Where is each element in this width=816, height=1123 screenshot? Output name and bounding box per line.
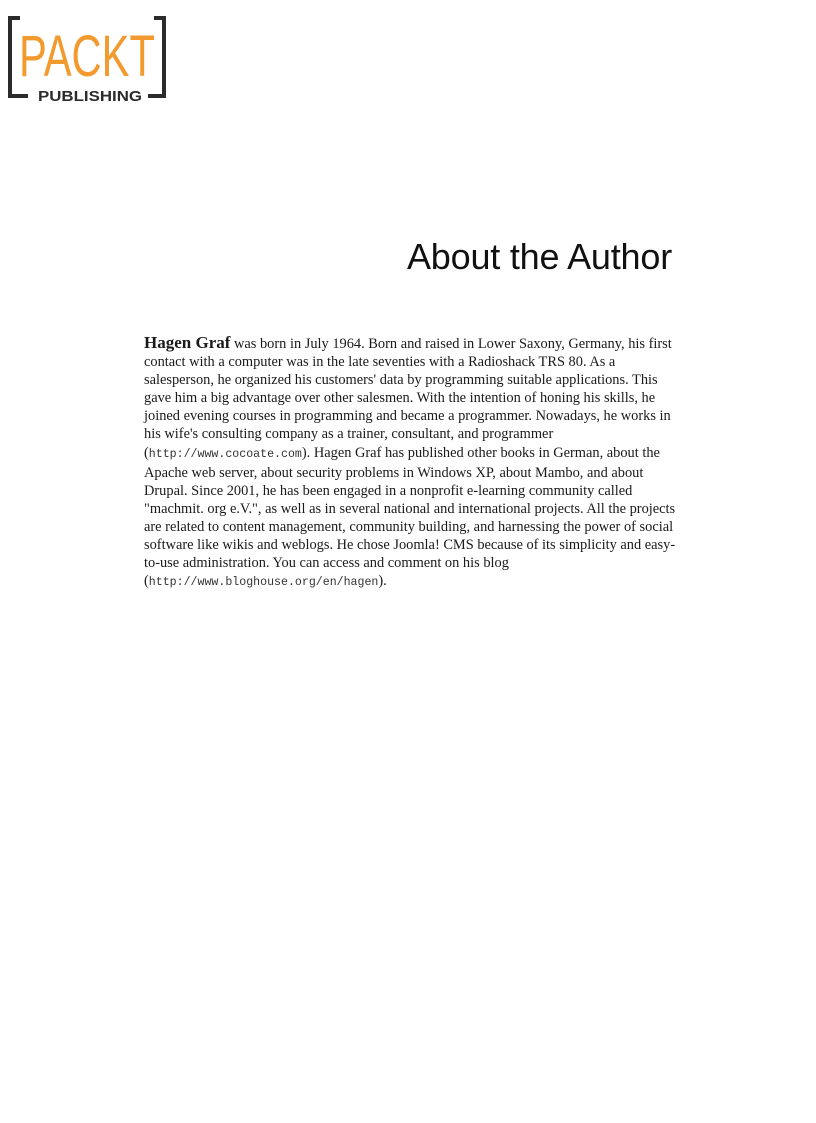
bio-text-part-3: ).	[378, 573, 387, 590]
bio-text-part-1: was born in July 1964. Born and raised in Lower Saxony, Germany, his first contact with a computer was in the late seventies with a Radioshack TRS 80. As a salesperson, he organized his customers' data by programming suitable applications. This gave him a big advantage over other salesmen. With the intention of honing his skills, he joined evening courses in programming and became a programmer. Nowadays, he works in his wife's consulting company as a trainer, consultant, and programmer (	[144, 336, 672, 461]
blog-url: http://www.bloghouse.org/en/hagen	[148, 576, 379, 590]
page-title: About the Author	[406, 236, 672, 277]
author-bio	[144, 334, 684, 592]
logo-packt-text: PACKT	[19, 24, 155, 89]
website-url: http://www.cocoate.com	[148, 447, 302, 461]
bio-text-part-2: ). Hagen Graf has published other books in German, about the Apache web server, about security problems in Windows XP, about Mambo, and about Drupal. Since 2001, he has been engaged in a nonprofit e-learning community called "machmit. org e.V.", as well as in several national and international projects. All the projects are related to content management, community building, and harnessing the power of social software like wikis and weblogs. He chose Joomla! CMS because of its simplicity and easy-to-use administration. You can access and comment on his blog (	[144, 444, 676, 590]
logo-publishing-text: PUBLISHING	[38, 88, 142, 105]
author-name: Hagen Graf	[144, 333, 231, 352]
packt-logo-graphic	[6, 14, 170, 106]
packt-publishing-logo	[6, 14, 170, 106]
